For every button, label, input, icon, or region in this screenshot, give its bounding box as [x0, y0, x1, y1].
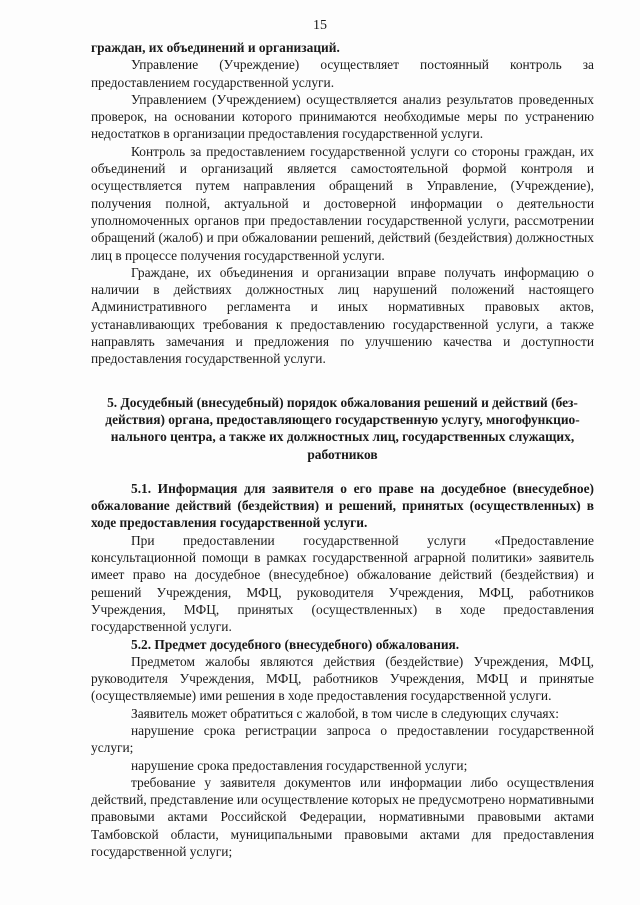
subsection-5-1-text: При предоставлении государственной услуги «Предоставление консультационной помощи в рамках государственной аграрной политики» заявитель имеет право на досудебное (внесудебное) обжалование действий (бездействия) и решений Учреждения, МФЦ, руководителя Учреждения, МФЦ, работников Учреждения, МФЦ, принятых (осуществленных) в ходе предоставления государственной услуги.	[91, 532, 594, 635]
page-content	[91, 39, 594, 860]
paragraph-analysis: Управлением (Учреждением) осуществляется анализ результатов проведенных проверок, на основании которого принимаются необходимые меры по устранению недостатков в организации предоставления государственной услуги.	[91, 91, 594, 142]
complaint-case-3: требование у заявителя документов или информации либо осуществления действий, представление или осуществление которых не предусмотрено нормативными правовыми актами Российской Федерации, нормативными правовыми актами Тамбовской области, муниципальными правовыми актами для предоставления государственной услуги;	[91, 774, 594, 860]
paragraph-citizen-rights: Граждане, их объединения и организации вправе получать информацию о наличии в действиях должностных лиц нарушений положений настоящего Административного регламента и иных нормативных правовых актов, устанавливающих требования к предоставлению государственной услуги, а также направлять замечания и предложения по улучшению качества и доступности предоставления государственной услуги.	[91, 264, 594, 367]
subsection-5-1-heading: 5.1. Информация для заявителя о его праве на досудебное (внесудебное) обжалование действий (бездействия) и решений, принятых (осуществленных) в ходе предоставления государственной услуги.	[91, 480, 594, 531]
section-5-heading: 5. Досудебный (внесудебный) порядок обжалования решений и действий (без-действия) органа, предоставляющего государственную услугу, многофункцио-нального центра, а также их должностных лиц, государственных служащих, работников	[105, 394, 580, 462]
page-number: 15	[313, 18, 327, 33]
subsection-5-2-cases-intro: Заявитель может обратиться с жалобой, в том числе в следующих случаях:	[131, 705, 559, 721]
complaint-case-1: нарушение срока регистрации запроса о предоставлении государственной услуги;	[91, 722, 594, 756]
paragraph-control-subjects: граждан, их объединений и организаций.	[91, 40, 340, 55]
paragraph-citizen-control: Контроль за предоставлением государственной услуги со стороны граждан, их объединений и организаций является самостоятельной формой контроля и осуществляется путем направления обращений в Управление, (Учреждение), получения полной, актуальной и достоверной информации о деятельности уполномоченных органов при предоставлении государственной услуги, рассмотрении обращений (жалоб) и при обжаловании решений, действий (бездействия) должностных лиц в процессе получения государственной услуги.	[91, 143, 594, 263]
paragraph-permanent-control: Управление (Учреждение) осуществляет постоянный контроль за предоставлением государственной услуги.	[91, 57, 594, 90]
subsection-5-2-text: Предметом жалобы являются действия (бездействие) Учреждения, МФЦ, руководителя Учреждения, МФЦ, работников Учреждения, МФЦ и принятые (осуществляемые) ими решения в ходе предоставления государственной услуги.	[91, 653, 594, 704]
complaint-case-2: нарушение срока предоставления государственной услуги;	[131, 757, 468, 773]
subsection-5-2-heading: 5.2. Предмет досудебного (внесудебного) обжалования.	[131, 636, 460, 652]
